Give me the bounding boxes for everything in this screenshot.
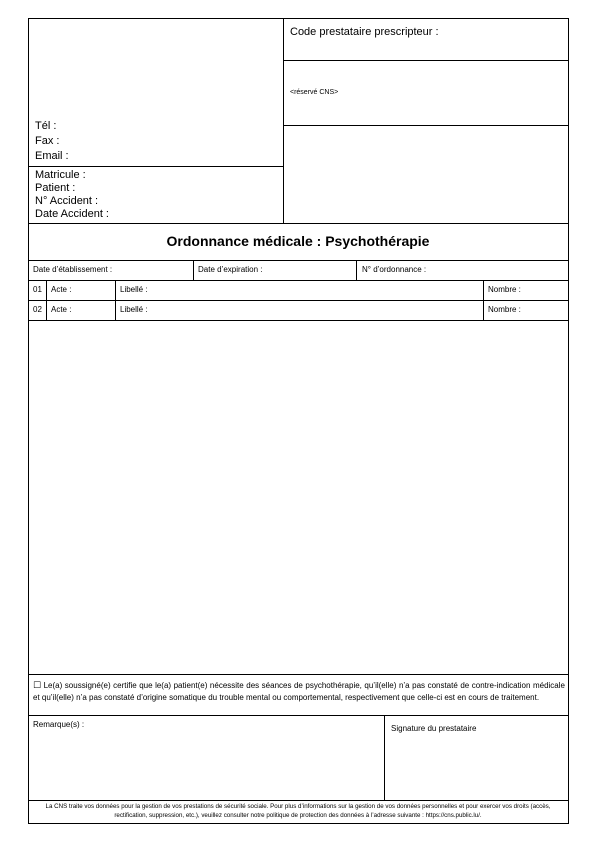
privacy-notice: La CNS traite vos données pour la gestion de vos prestations de sécurité sociale. Pour plus d’informations sur la gestion de vos données personnelles et pour exercer vos droits (accès, rectification, suppression, etc.), veuillez consulter notre politique de protection des données à l’adresse suivante : https://cns.public.lu/. (45, 803, 551, 819)
prescription-body-area[interactable] (29, 321, 568, 674)
dates-divider-1 (193, 260, 194, 280)
attestation-checkbox[interactable]: ☐ (33, 680, 42, 690)
dates-divider-2 (356, 260, 357, 280)
remarks-field[interactable] (29, 732, 383, 799)
code-prestataire-label: Code prestataire prescripteur : (290, 26, 439, 38)
document-title: Ordonnance médicale : Psychothérapie (166, 233, 430, 249)
act-code-label: Acte : (51, 285, 72, 294)
act-libelle-label: Libellé : (120, 305, 148, 314)
dates-bottom-divider (28, 280, 569, 281)
reserve-cns-divider (283, 125, 569, 126)
matricule-label: Matricule : (35, 169, 86, 181)
attestation-text: Le(a) soussigné(e) certifie que le(a) patient(e) nécessite des séances de psychothérapie, qu’il(elle) n’a pas constaté de contre-indication médicale et qu’il(elle) n’a pas constaté d’origine somatique du trouble mental ou comportemental, respectivement que celle-ci est en cours de traitement. (33, 681, 565, 703)
email-label: Email : (35, 150, 69, 162)
contact-patient-divider (28, 166, 283, 167)
fax-label: Fax : (35, 135, 60, 147)
accident-date-label: Date Accident : (35, 208, 109, 220)
remarks-label: Remarque(s) : (33, 720, 85, 729)
act-libelle-label: Libellé : (120, 285, 148, 294)
date-etablissement-label: Date d’établissement : (33, 265, 113, 274)
code-prestataire-divider (283, 60, 569, 61)
act-number: 01 (33, 285, 42, 294)
patient-label: Patient : (35, 182, 76, 194)
attestation-bottom-divider (28, 715, 569, 716)
act-nombre-label: Nombre : (488, 305, 521, 314)
attestation-block (33, 679, 565, 705)
header-bottom-divider (28, 223, 569, 224)
header-divider-vertical (283, 18, 284, 223)
attestation-top-divider (28, 674, 569, 675)
signature-label: Signature du prestataire (391, 724, 477, 733)
act-nombre-label: Nombre : (488, 285, 521, 294)
footer-top-divider (28, 800, 569, 801)
accident-number-label: N° Accident : (35, 195, 99, 207)
act-number: 02 (33, 305, 42, 314)
title-bottom-divider (28, 260, 569, 261)
tel-label: Tél : (35, 120, 57, 132)
ordonnance-number-label: N° d’ordonnance : (362, 265, 427, 274)
reserve-cns-label: <réservé CNS> (290, 89, 339, 96)
act-code-label: Acte : (51, 305, 72, 314)
date-expiration-label: Date d’expiration : (198, 265, 263, 274)
act-row-bottom-divider (28, 300, 569, 301)
signature-field[interactable] (385, 736, 568, 799)
